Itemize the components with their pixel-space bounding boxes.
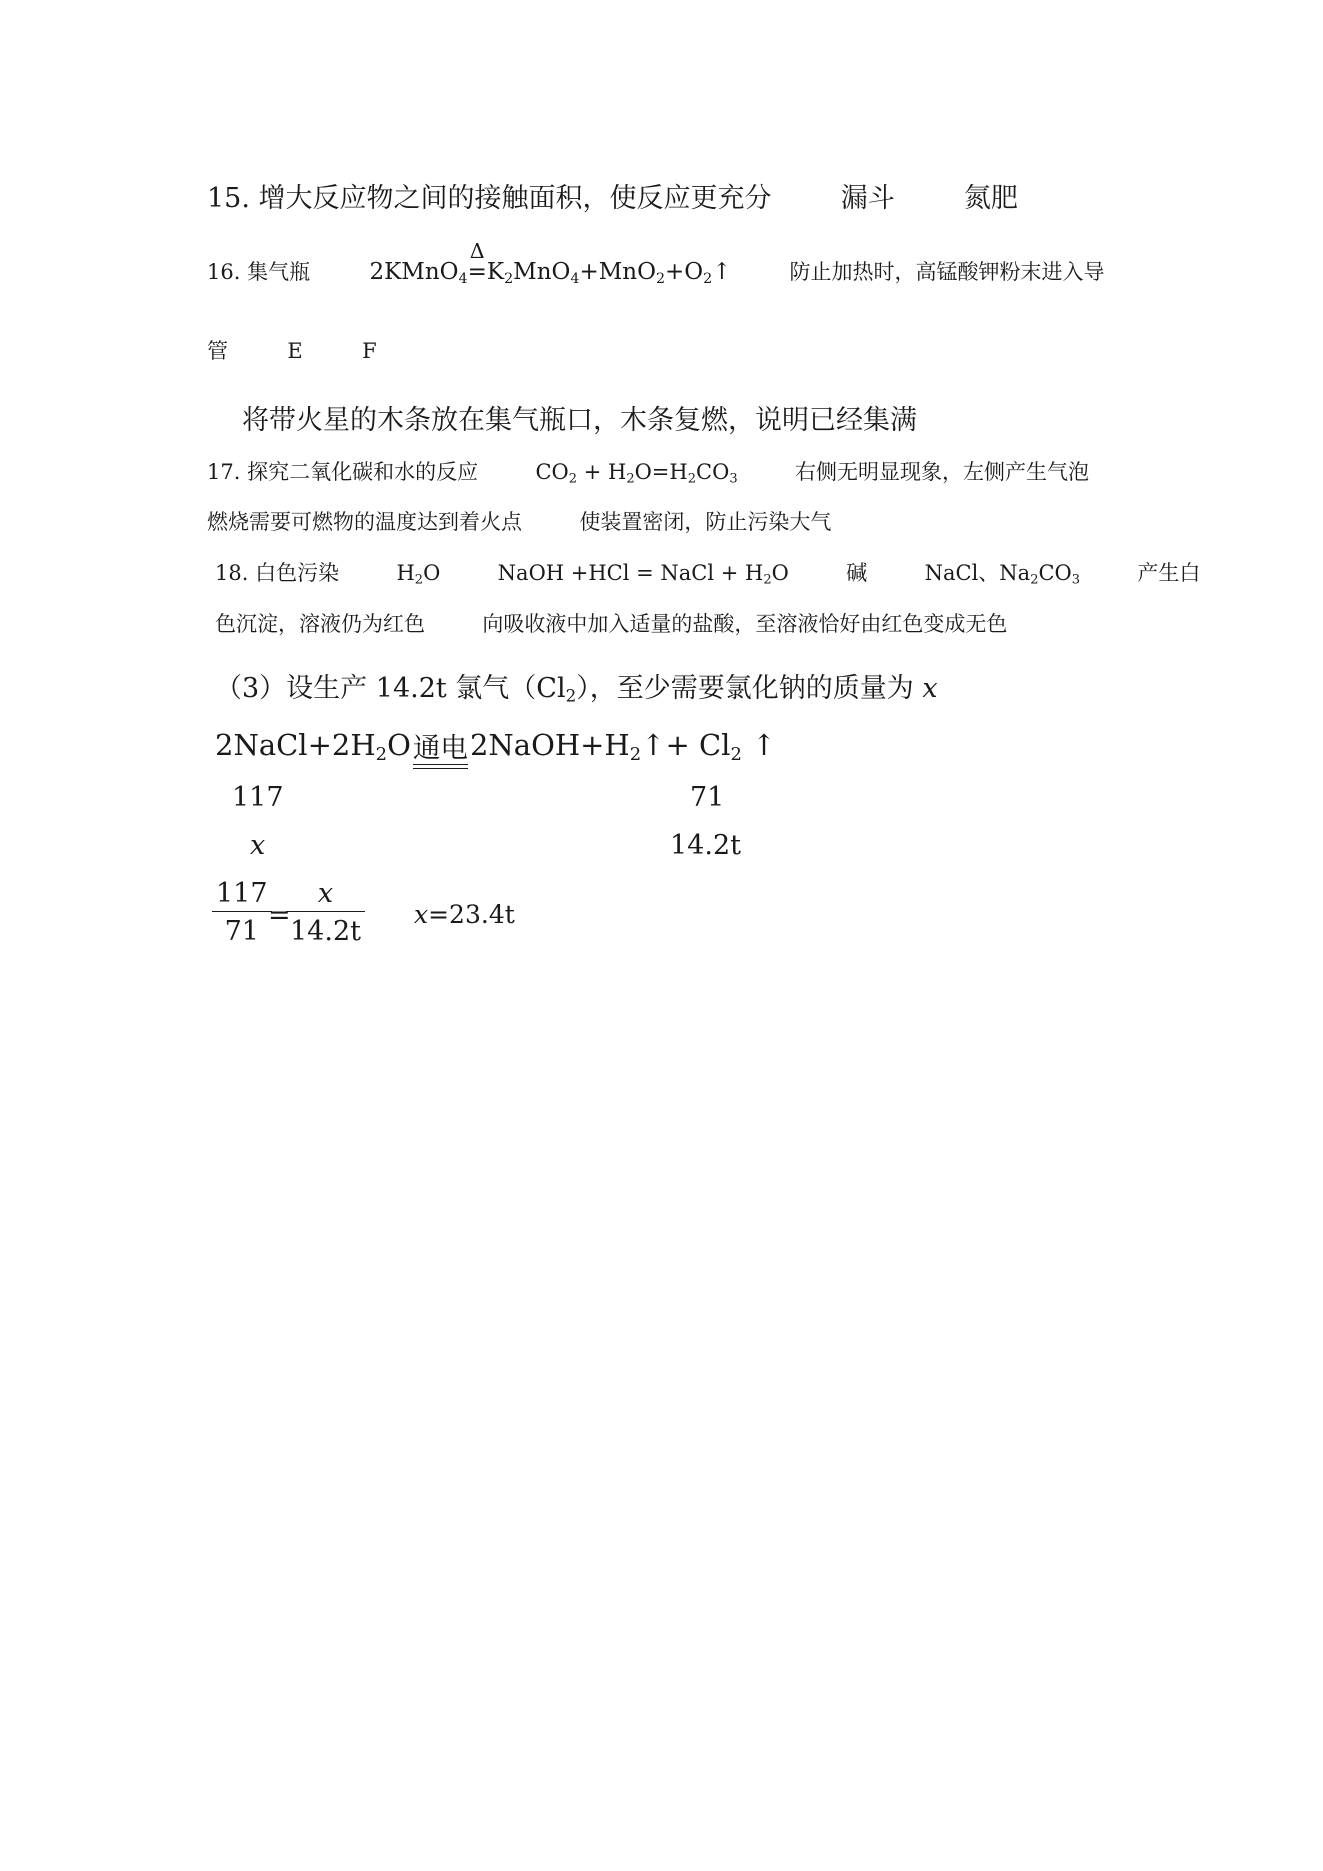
q16-line-2 xyxy=(207,335,377,365)
q17-answer-3: 右侧无明显现象，左侧产生气泡 xyxy=(794,460,1089,484)
q17-equation: $CO_2 + H_2O=H_2CO_3$ xyxy=(535,460,738,487)
q16-answer-6: 将带火星的木条放在集气瓶口，木条复燃，说明已经集满 xyxy=(242,405,917,436)
q18-answer-6-part2: 色沉淀，溶液仍为红色 xyxy=(215,612,425,636)
q18-answer-4: 碱 xyxy=(846,561,868,585)
unknown-x: x xyxy=(250,830,266,861)
q18-number: 18. xyxy=(215,561,249,585)
calc-intro-variable: x xyxy=(922,673,938,704)
q16-answer-4: E xyxy=(287,339,303,363)
q17-answer-5: 使装置密闭，防止污染大气 xyxy=(579,510,832,534)
electrolysis-condition: 通电 xyxy=(411,734,470,769)
q15-answer-3: 氮肥 xyxy=(963,183,1018,214)
q17-line-1 xyxy=(207,456,1089,486)
q18-equation: NaOH +HCl = NaCl + $H_2O$ xyxy=(497,561,789,588)
q18-answer-6-part1: 产生白 xyxy=(1137,561,1201,585)
q16-number: 16. xyxy=(207,260,241,284)
q18-answer-1: 白色污染 xyxy=(255,561,340,585)
q17-answer-1: 探究二氧化碳和水的反应 xyxy=(247,460,479,484)
calc-equation: $2NaCl+2H_2O$ 通电 $2NaOH+H_2↑+ Cl_2$ ↑ xyxy=(215,728,776,769)
q16-line-1 xyxy=(207,239,1105,287)
q18-line-1 xyxy=(215,557,1200,587)
q18-line-2 xyxy=(215,608,1007,638)
q16-line-3 xyxy=(242,398,917,437)
q17-line-2 xyxy=(207,506,831,536)
mr-nacl: 117 xyxy=(232,782,284,813)
fraction-117-71: $\frac{117}{71}$ xyxy=(212,878,272,947)
q18-answer-7: 向吸收液中加入适量的盐酸，至溶液恰好由红色变成无色 xyxy=(482,612,1008,636)
calc-intro: （3）设生产 14.2t 氯气$(Cl_2)$，至少需要氯化钠的质量为 x xyxy=(215,673,938,706)
heat-condition: Δ = xyxy=(467,239,487,285)
q18-answer-2: $H_2O$ xyxy=(396,561,441,588)
q18-answer-5: NaCl、$Na_2CO_3$ xyxy=(924,561,1081,588)
fraction-x-14.2t: $\frac{x}{14.2t}$ xyxy=(286,878,365,947)
q16-answer-3-part2: 管 xyxy=(207,339,228,363)
equals-sign: = xyxy=(268,900,291,931)
q17-number: 17. xyxy=(207,460,241,484)
q16-answer-3-part1: 防止加热时，高锰酸钾粉末进入导 xyxy=(789,260,1105,284)
result: x=23.4t xyxy=(414,900,515,929)
q16-answer-5: F xyxy=(362,339,377,363)
q15-line xyxy=(207,176,1018,215)
given-mass: 14.2t xyxy=(670,830,741,861)
q16-equation: 2KMnO$_4$ Δ $=K_2MnO_4+MnO_2+O_2↑$ xyxy=(369,239,732,287)
q15-answer-2: 漏斗 xyxy=(840,183,895,214)
q15-number: 15. xyxy=(207,183,250,214)
mr-cl2: 71 xyxy=(690,782,725,813)
q17-answer-4: 燃烧需要可燃物的温度达到着火点 xyxy=(207,510,522,534)
gas-arrow: ↑ xyxy=(712,259,732,285)
q16-answer-1: 集气瓶 xyxy=(247,260,311,284)
q15-answer-1: 增大反应物之间的接触面积，使反应更充分 xyxy=(258,183,772,214)
